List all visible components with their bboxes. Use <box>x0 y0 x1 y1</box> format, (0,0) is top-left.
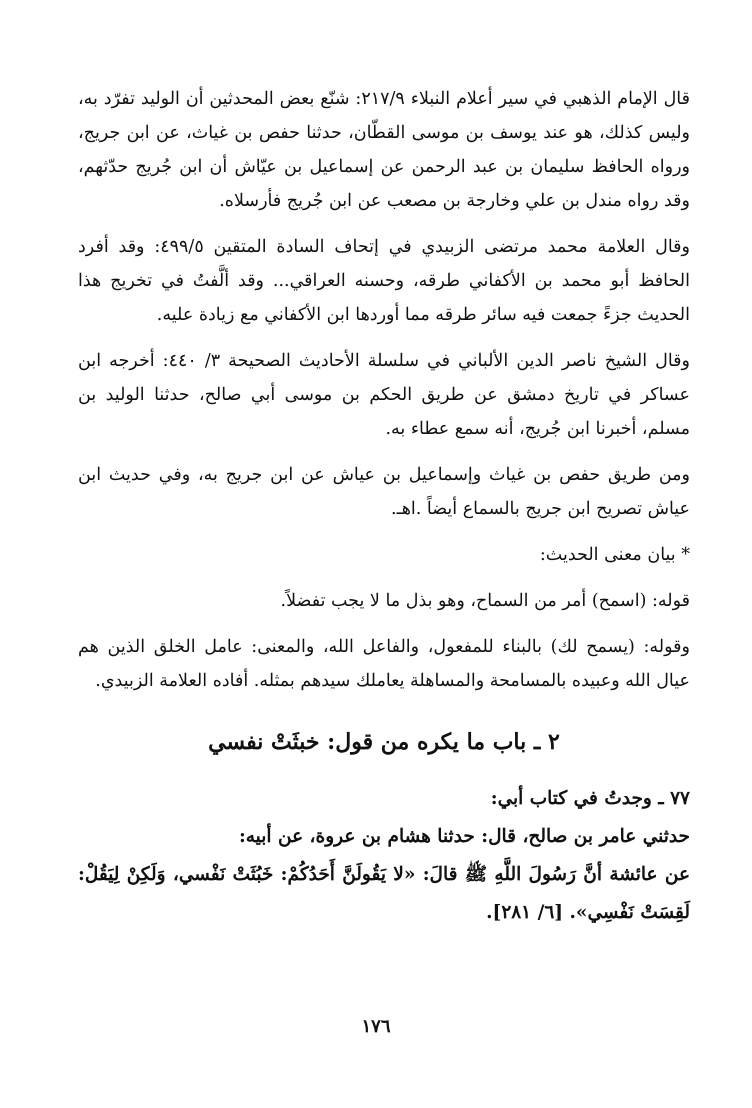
paragraph-zabidi-quote: وقال العلامة محمد مرتضى الزبيدي في إتحاف السادة المتقين ٤٩٩/٥: وقد أفرد الحافظ أبو محمد بن الأكفاني طرقه، وحسنه العراقي... وقد ألَّفتُ في تخريج هذا الحديث جزءً جمعت فيه سائر طرقه مما أوردها ابن الأكفاني مع زيادة عليه. <box>78 237 690 325</box>
paragraph-meaning-2: وقوله: (يسمح لك) بالبناء للمفعول، والفاعل الله، والمعنى: عامل الخلق الذين هم عيال الله وعبيده بالمسامحة والمساهلة يعاملك سيدهم بمثله. أفاده العلامة الزبيدي. <box>78 637 690 691</box>
paragraph-dhahabi-quote: قال الإمام الذهبي في سير أعلام النبلاء ٢١٧/٩: شنّع بعض المحدثين أن الوليد تفرّد به، وليس كذلك، هو عند يوسف بن موسى القطّان، حدثنا حفص بن غياث، عن ابن جريج، ورواه الحافظ سليمان بن عبد الرحمن عن إسماعيل بن عيّاش أن ابن جُريج حدّثهم، وقد رواه مندل بن علي وخارجة بن مصعب عن ابن جُريج فأرسلاه. <box>78 89 690 211</box>
hadith-text: عن عائشة أنَّ رَسُولَ اللَّهِ ﷺ قالَ: «لا يَقُولَنَّ أَحَدُكُمْ: خَبُثَتْ نَفْسي، وَلَكِنْ لِيَقُلْ: لَقِسَتْ نَفْسِي». [٦/ ٢٨١]. <box>78 864 690 923</box>
hadith-chain: حدثني عامر بن صالح، قال: حدثنا هشام بن عروة، عن أبيه: <box>238 826 690 847</box>
paragraph-chains-note: ومن طريق حفص بن غياث وإسماعيل بن عياش عن ابن جريج به، وفي حديث ابن عياش تصريح ابن جريج بالسماع أيضاً .اهـ. <box>78 465 690 519</box>
paragraph-albani-quote: وقال الشيخ ناصر الدين الألباني في سلسلة الأحاديث الصحيحة ٣/ ٤٤٠: أخرجه ابن عساكر في تاريخ دمشق عن طريق الحكم بن موسى أبي صالح، حدثنا الوليد بن مسلم، أخبرنا ابن جُريج، أنه سمع عطاء به. <box>78 351 690 439</box>
page-number: ١٧٦ <box>361 1016 391 1037</box>
section-meaning-label: * بيان معنى الحديث: <box>539 545 690 565</box>
page-content <box>78 82 690 932</box>
paragraph-meaning-1: قوله: (اسمح) أمر من السماح، وهو بذل ما لا يجب تفضلاً. <box>280 591 690 611</box>
hadith-block <box>78 780 690 932</box>
chapter-heading: ٢ ـ باب ما يكره من قول: خبثَتْ نفسي <box>208 729 560 755</box>
hadith-number-line: ٧٧ ـ وجدتُ في كتاب أبي: <box>490 788 690 809</box>
